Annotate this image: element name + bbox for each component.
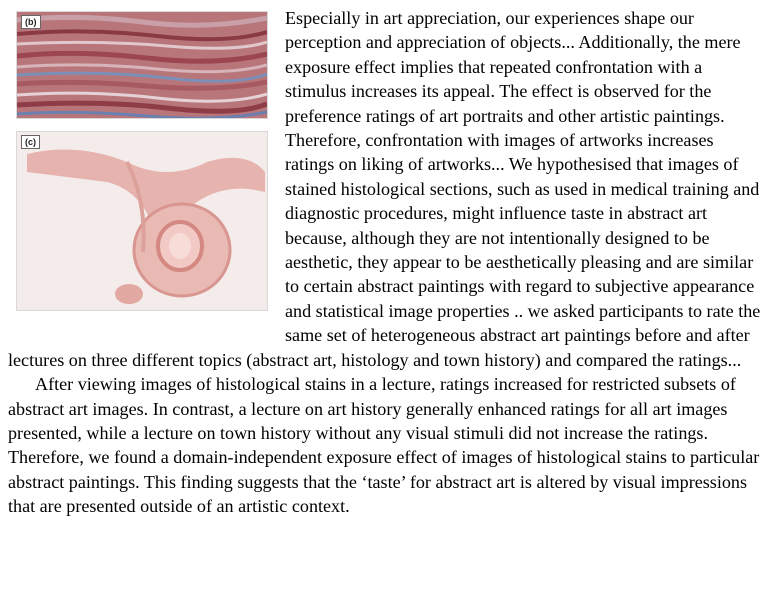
paragraph-1: Especially in art appreciation, our experiences shape our perception and appreciation of objects... Additionally, the mere exposure effect implies that repeated confrontation with a stimulus increases its appeal. The effect is observed for the preference ratings of art portraits and other artistic paintings. Therefore, confrontation with images of artworks increases ratings on liking of artworks... We hypothesised that images of stained histological sections, such as used in medical training and diagnostic procedures, might influence taste in abstract art because, although they are not intentionally designed to be aesthetic, they appear to be aesthetically pleasing and are similar to certain abstract paintings with regard to subjective appearance and statistical image properties .. we asked participants to rate the same set of heterogeneous abstract art paintings before and after lectures on three different topics (abstract art, histology and town history) and compared the ratings...	[8, 8, 761, 370]
figure-label-c: (c)	[21, 135, 40, 149]
figure-label-b: (b)	[21, 15, 41, 29]
paragraph-2: After viewing images of histological stains in a lecture, ratings increased for restricted subsets of abstract art images. In contrast, a lecture on art history generally enhanced ratings for all art images presented, while a lecture on town history without any visual stimuli did not increase the ratings. Therefore, we found a domain-independent exposure effect of images of histological stains to particular abstract paintings. This finding suggests that the ‘taste’ for abstract art is altered by visual impressions that are presented outside of an artistic context.	[8, 374, 760, 517]
body-text	[8, 6, 766, 519]
